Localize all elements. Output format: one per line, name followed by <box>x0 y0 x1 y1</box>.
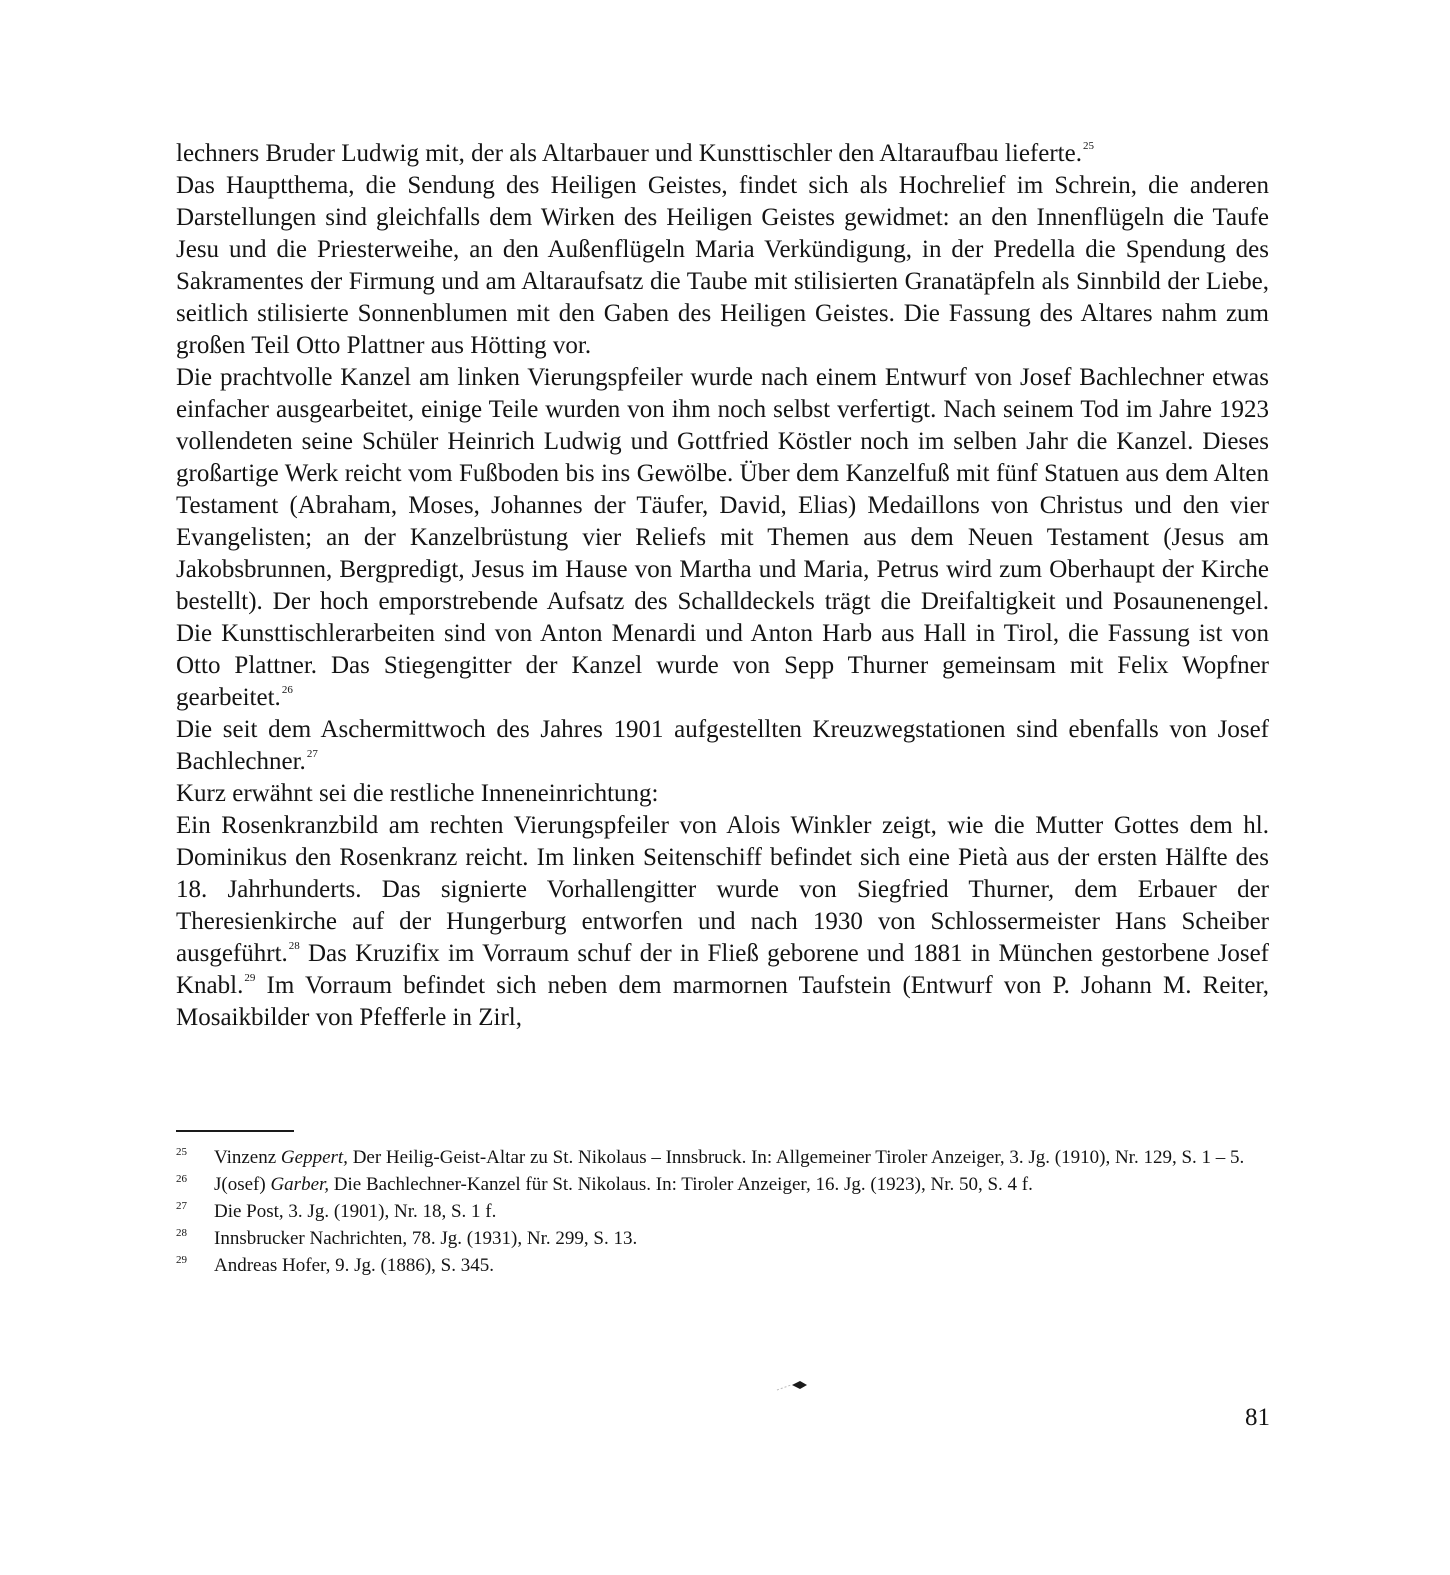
text-run: J(osef) <box>214 1174 271 1195</box>
footnote <box>176 1144 1269 1171</box>
text-run: Das Kruzifix im Vorraum schuf der in Fließ geborene und 1881 in München gestorbene Josef Knabl. <box>176 940 1269 999</box>
text-run: Die Bachlechner-Kanzel für St. Nikolaus. In: Tiroler Anzeiger, 16. Jg. (1923), Nr. 50, S. 4 f. <box>329 1174 1033 1195</box>
footnote-ref: 29 <box>244 972 256 984</box>
footnote-text <box>214 1225 1269 1252</box>
text-run: Das Hauptthema, die Sendung des Heiligen Geistes, findet sich als Hochrelief im Schrein, die anderen Darstellungen sind gleichfalls dem Wirken des Heiligen Geistes gewidmet: an den Innenflügeln die Taufe Jesu und die Priesterweihe, an den Außenflügeln Maria Verkündigung, in der Predella die Spendung des Sakramentes der Firmung und am Altaraufsatz die Taube mit stilisierten Granatäpfeln als Sinnbild der Liebe, seitlich stilisierte Sonnenblumen mit den Gaben des Heiligen Geistes. Die Fassung des Altares nahm zum großen Teil Otto Plattner aus Hötting vor. <box>176 172 1269 359</box>
main-text <box>176 138 1269 1034</box>
paragraph <box>176 138 1269 170</box>
footnote <box>176 1171 1269 1198</box>
footnote-ref: 27 <box>306 748 318 760</box>
footnote-ref: 28 <box>288 940 300 952</box>
ink-blot-mark <box>775 1378 809 1392</box>
footnote-text <box>214 1252 1269 1279</box>
footnote-ref: 25 <box>1082 140 1094 152</box>
text-run: Ein Rosenkranzbild am rechten Vierungspfeiler von Alois Winkler zeigt, wie die Mutter Gottes dem hl. Dominikus den Rosenkranz reicht. Im linken Seitenschiff befindet sich eine Pietà aus der ersten Hälfte des 18. Jahrhunderts. Das signierte Vorhallengitter wurde von Siegfried Thurner, dem Erbauer der Theresienkirche auf der Hungerburg entworfen und nach 1930 von Schlossermeister Hans Scheiber ausgeführt. <box>176 812 1269 967</box>
author-name: Garber, <box>270 1174 330 1195</box>
footnote <box>176 1225 1269 1252</box>
footnote-number: 29 <box>176 1254 187 1266</box>
text-run: Der Heilig-Geist-Altar zu St. Nikolaus – Innsbruck. In: Allgemeiner Tiroler Anzeiger, 3. Jg. (1910), Nr. 129, S. 1 – 5. <box>347 1147 1245 1168</box>
footnote-number: 28 <box>176 1227 187 1239</box>
author-name: Geppert, <box>280 1147 348 1168</box>
footnote-ref: 26 <box>281 684 293 696</box>
paragraph <box>176 362 1269 714</box>
footnotes <box>176 1144 1269 1279</box>
footnote-separator <box>176 1130 294 1132</box>
page-number: 81 <box>1245 1404 1270 1431</box>
footnote-number: 26 <box>176 1173 187 1185</box>
text-run: Andreas Hofer, 9. Jg. (1886), S. 345. <box>214 1255 494 1276</box>
footnote-number: 27 <box>176 1200 187 1212</box>
footnote-text <box>214 1198 1269 1225</box>
footnote-number: 25 <box>176 1146 187 1158</box>
text-run: Innsbrucker Nachrichten, 78. Jg. (1931), Nr. 299, S. 13. <box>214 1228 638 1249</box>
text-run: lechners Bruder Ludwig mit, der als Altarbauer und Kunsttischler den Altaraufbau lieferte. <box>176 140 1082 167</box>
text-run: Kurz erwähnt sei die restliche Inneneinrichtung: <box>176 780 659 807</box>
footnote-text <box>214 1171 1269 1198</box>
text-run: Die prachtvolle Kanzel am linken Vierungspfeiler wurde nach einem Entwurf von Josef Bachlechner etwas einfacher ausgearbeitet, einige Teile wurden von ihm noch selbst verfertigt. Nach seinem Tod im Jahre 1923 vollendeten seine Schüler Heinrich Ludwig und Gottfried Köstler noch im selben Jahr die Kanzel. Dieses großartige Werk reicht vom Fußboden bis ins Gewölbe. Über dem Kanzelfuß mit fünf Statuen aus dem Alten Testament (Abraham, Moses, Johannes der Täufer, David, Elias) Medaillons von Christus und den vier Evangelisten; an der Kanzelbrüstung vier Reliefs mit Themen aus dem Neuen Testament (Jesus am Jakobsbrunnen, Bergpredigt, Jesus im Hause von Martha und Maria, Petrus wird zum Oberhaupt der Kirche bestellt). Der hoch emporstrebende Aufsatz des Schalldeckels trägt die Dreifaltigkeit und Posaunenengel. Die Kunsttischlerarbeiten sind von Anton Menardi und Anton Harb aus Hall in Tirol, die Fassung ist von Otto Plattner. Das Stiegengitter der Kanzel wurde von Sepp Thurner gemeinsam mit Felix Wopfner gearbeitet. <box>176 364 1269 711</box>
footnote-text <box>214 1144 1269 1171</box>
page-body <box>176 138 1269 1034</box>
footnote <box>176 1252 1269 1279</box>
footnote <box>176 1198 1269 1225</box>
text-run: Vinzenz <box>214 1147 281 1168</box>
paragraph <box>176 714 1269 778</box>
text-run: Im Vorraum befindet sich neben dem marmornen Taufstein (Entwurf von P. Johann M. Reiter, Mosaikbilder von Pfefferle in Zirl, <box>176 972 1269 1031</box>
paragraph <box>176 170 1269 362</box>
paragraph <box>176 778 1269 810</box>
paragraph <box>176 810 1269 1034</box>
text-run: Die seit dem Aschermittwoch des Jahres 1901 aufgestellten Kreuzwegstationen sind ebenfalls von Josef Bachlechner. <box>176 716 1269 775</box>
text-run: Die Post, 3. Jg. (1901), Nr. 18, S. 1 f. <box>214 1201 497 1222</box>
